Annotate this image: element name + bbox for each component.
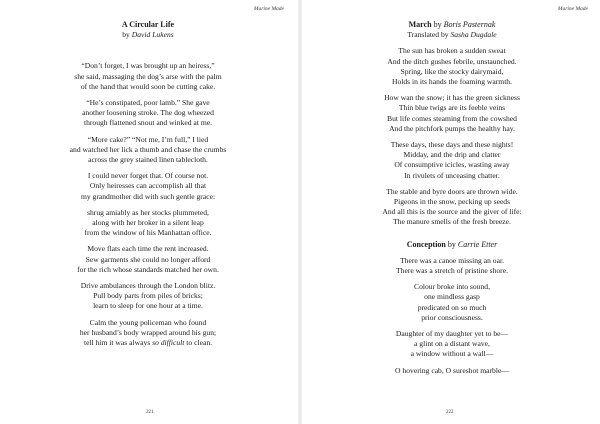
last-line-prefix: tell him it was always bbox=[83, 338, 153, 348]
poem-line: “More cake?” “Not me, I’m full,” I lied bbox=[87, 134, 209, 144]
poem-conception bbox=[304, 240, 600, 376]
poem-line: Pigeons in the snow, pecking up seeds bbox=[393, 197, 511, 207]
poem-line: “He’s constipated, poor lamb.” She gave bbox=[86, 98, 210, 108]
stanza bbox=[304, 282, 600, 323]
poem-line: Colour broke into sound, bbox=[414, 282, 490, 292]
stanza bbox=[0, 281, 296, 312]
poem-line: Pull body parts from piles of bricks; bbox=[93, 291, 203, 301]
poem-line: Sew garments she could no longer afford bbox=[85, 254, 211, 264]
stanza bbox=[0, 171, 296, 202]
stanza bbox=[0, 244, 296, 275]
poem-line: along with her broker in a silent leap bbox=[92, 218, 204, 228]
stanza bbox=[304, 187, 600, 228]
poem-line: Thin blue twigs are its feeble veins bbox=[398, 103, 506, 113]
poem-line: Midday, and the drip and clatter bbox=[403, 150, 501, 160]
poem-title-text: A Circular Life bbox=[121, 20, 175, 29]
stanza bbox=[0, 61, 296, 92]
translator-name: Sasha Dugdale bbox=[450, 30, 497, 40]
poem-line: And the pitchfork pumps the healthy hay. bbox=[389, 123, 515, 133]
stanza bbox=[0, 318, 296, 338]
left-page bbox=[0, 0, 296, 424]
page-number-right: 222 bbox=[446, 410, 454, 415]
stanza bbox=[304, 329, 600, 360]
poem-line: Only heiresses can accomplish all that bbox=[89, 181, 207, 191]
poem-line: I could never forget that. Of course not. bbox=[87, 171, 209, 181]
stanza bbox=[0, 208, 296, 239]
poem-line: shrug amiably as her stocks plummeted, bbox=[87, 207, 209, 217]
poem-line: and watched her lick a thumb and chase the crumbs bbox=[69, 144, 227, 154]
poem-line: But life comes steaming from the cowshed bbox=[387, 113, 517, 123]
stanza bbox=[304, 93, 600, 134]
poem-line: The stable and byre doors are thrown wide. bbox=[386, 186, 518, 196]
poem-line: The sun has broken a sudden sweat bbox=[398, 46, 506, 56]
poem-line: And all this is the source and the giver of life: bbox=[382, 207, 522, 217]
poem-march bbox=[304, 20, 600, 228]
poem-line: In rivulets of unceasing chatter. bbox=[404, 170, 500, 180]
poem-line: from the window of his Manhattan office. bbox=[84, 228, 212, 238]
poem-line: The manure smells of the fresh breeze. bbox=[393, 217, 511, 227]
stanza bbox=[304, 46, 600, 87]
poem-line: another loosening stroke. The dog wheezed bbox=[82, 108, 214, 118]
poem-line: Spring, like the stocky dairymaid, bbox=[400, 66, 504, 76]
poem-line: O hovering cab, O sureshot marble— bbox=[395, 365, 509, 375]
poem-line: Holds in its hands the foaming warmth. bbox=[391, 77, 512, 87]
poem-line: These days, these days and these nights! bbox=[390, 140, 514, 150]
byline-prefix: by bbox=[122, 30, 132, 40]
right-page bbox=[304, 0, 600, 424]
poem-line bbox=[0, 338, 296, 348]
byline-prefix: by bbox=[445, 239, 458, 249]
translator-credit bbox=[304, 30, 600, 40]
poem-line: a glint on a distant wave, bbox=[414, 339, 490, 349]
poem-line: Of consumptive icicles, wasting away bbox=[394, 160, 510, 170]
poem-line: learn to sleep for one hour at a time. bbox=[93, 301, 203, 311]
last-line-suffix: to clean. bbox=[184, 338, 213, 348]
poem-title bbox=[0, 20, 296, 30]
poem-line: “Don’t forget, I was brought up an heiress,” bbox=[81, 61, 215, 71]
poem-line: How wan the snow; it has the green sickness bbox=[384, 93, 520, 103]
poem-title-text: March bbox=[408, 20, 432, 29]
page-number-left: 221 bbox=[146, 410, 154, 415]
poem-line: one mindless gasp bbox=[424, 292, 480, 302]
poem-title bbox=[304, 240, 600, 250]
poem-a-circular-life bbox=[0, 20, 296, 348]
poem-author: David Lukens bbox=[131, 30, 174, 40]
poem-body bbox=[304, 256, 600, 376]
poem-line: predicated on so much bbox=[417, 302, 487, 312]
poem-line: Calm the young policeman who found bbox=[89, 317, 207, 327]
stanza bbox=[304, 256, 600, 276]
poem-line: Move flats each time the rent increased. bbox=[87, 244, 209, 254]
poem-title bbox=[304, 20, 600, 30]
poem-line: a window without a wall— bbox=[410, 349, 494, 359]
poem-byline bbox=[0, 30, 296, 40]
poem-line: my grandmother did with such gentle grace: bbox=[80, 191, 216, 201]
book-gutter bbox=[298, 0, 302, 424]
poem-author: Carrie Etter bbox=[457, 239, 498, 249]
stanza bbox=[0, 98, 296, 129]
poem-author: Boris Pasternak bbox=[443, 20, 496, 29]
poem-line: of the hand that would soon be cutting cake. bbox=[80, 81, 216, 91]
running-head-right: Marine Made bbox=[557, 6, 588, 12]
poem-line: her husband’s body wrapped around his gun; bbox=[79, 327, 217, 337]
poem-line: prior consciousness. bbox=[421, 312, 483, 322]
translator-prefix: Translated by bbox=[407, 30, 451, 40]
poem-line: Daughter of my daughter yet to be— bbox=[395, 329, 509, 339]
poem-line: across the grey stained linen tablecloth. bbox=[88, 155, 208, 165]
right-column bbox=[304, 20, 600, 376]
last-line-emphasis: so difficult bbox=[152, 338, 185, 348]
byline-prefix: by bbox=[431, 20, 444, 29]
poem-line: Drive ambulances through the London blitz. bbox=[80, 281, 216, 291]
poem-line: she said, massaging the dog’s arse with the palm bbox=[74, 71, 222, 81]
poem-line: through flattened snout and winked at me. bbox=[83, 118, 212, 128]
stanza bbox=[0, 135, 296, 166]
poem-body bbox=[304, 46, 600, 227]
poem-line: There was a canoe missing an oar. bbox=[400, 255, 504, 265]
poem-body bbox=[0, 61, 296, 338]
stanza bbox=[304, 366, 600, 376]
poem-line: And the ditch gushes febrile, unstaunched. bbox=[387, 56, 517, 66]
poem-line: There was a stretch of pristine shore. bbox=[396, 266, 508, 276]
poem-title-text: Conception bbox=[406, 239, 446, 249]
stanza bbox=[304, 140, 600, 181]
running-head-left: Marine Made bbox=[253, 6, 284, 12]
poem-line: for the rich whose standards matched her own. bbox=[77, 264, 219, 274]
